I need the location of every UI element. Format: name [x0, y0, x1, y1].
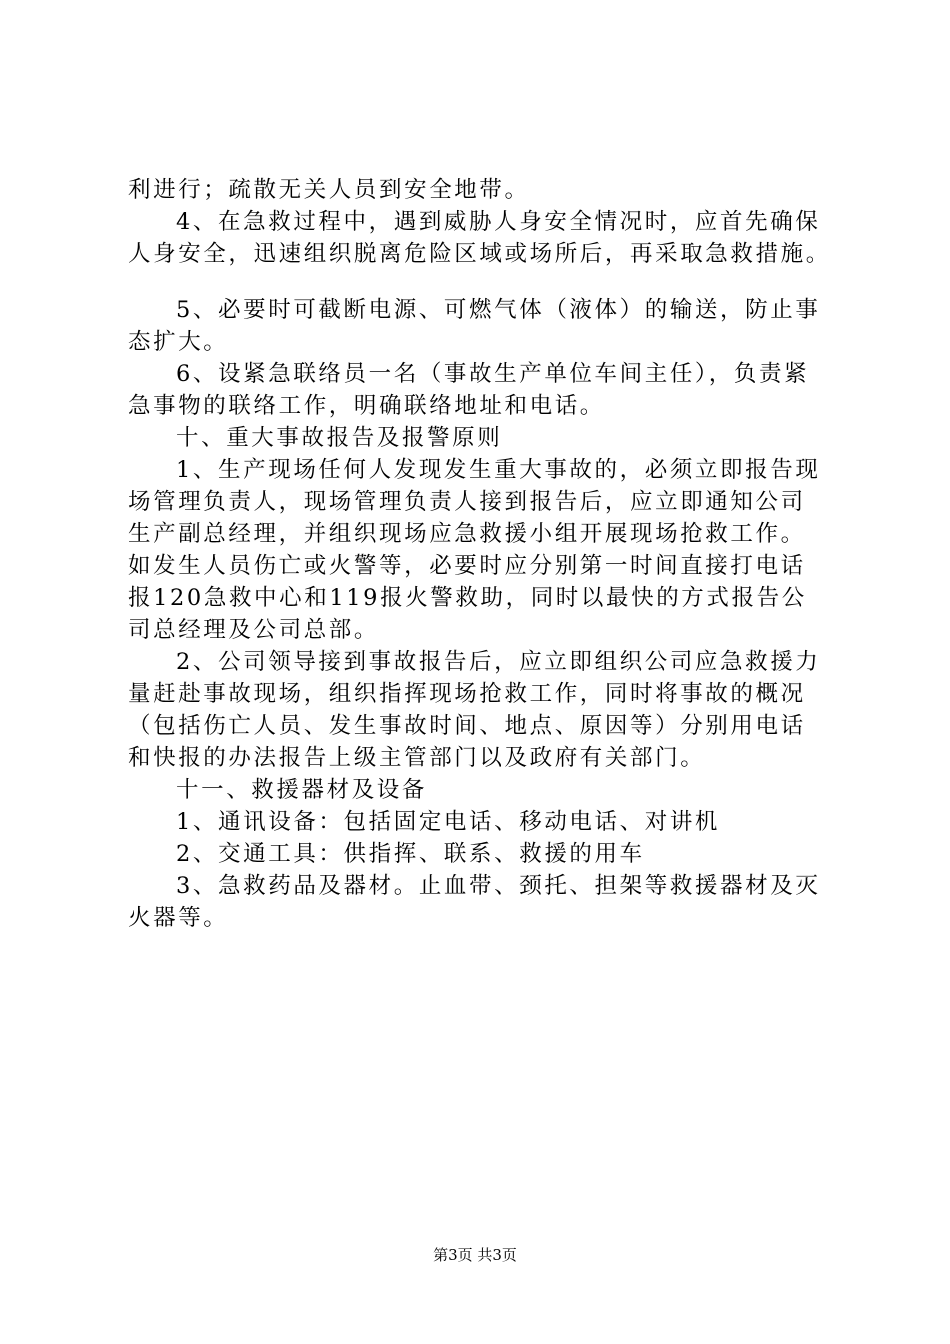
text-line-18: 和快报的办法报告上级主管部门以及政府有关部门。 [128, 745, 706, 771]
text-line-14: 司总经理及公司总部。 [128, 617, 380, 643]
text-line-6: 6、设紧急联络员一名（事故生产单位车间主任），负责紧 [176, 361, 810, 387]
text-line-1: 利进行；疏散无关人员到安全地带。 [128, 177, 530, 203]
text-line-12: 如发生人员伤亡或火警等，必要时应分别第一时间直接打电话 [128, 553, 806, 579]
text-line-7: 急事物的联络工作，明确联络地址和电话。 [128, 393, 605, 419]
text-line-13: 报120急救中心和119报火警救助，同时以最快的方式报告公 [128, 585, 807, 611]
text-line-2: 4、在急救过程中，遇到威胁人身安全情况时，应首先确保 [176, 209, 821, 235]
text-line-21: 2、交通工具：供指挥、联系、救援的用车 [176, 841, 645, 867]
text-line-3: 人身安全，迅速组织脱离危险区域或场所后，再采取急救措施。 [128, 241, 831, 267]
page-number-footer: 第3页 共3页 [433, 1246, 517, 1264]
text-line-15: 2、公司领导接到事故报告后，应立即组织公司应急救援力 [176, 649, 821, 675]
text-line-20: 1、通讯设备：包括固定电话、移动电话、对讲机 [176, 809, 721, 835]
text-line-22: 3、急救药品及器材。止血带、颈托、担架等救援器材及灭 [176, 873, 821, 899]
section-heading-10: 十、重大事故报告及报警原则 [176, 425, 503, 451]
text-line-17: （包括伤亡人员、发生事故时间、地点、原因等）分别用电话 [128, 713, 806, 739]
text-line-9: 1、生产现场任何人发现发生重大事故的，必须立即报告现 [176, 457, 821, 483]
section-heading-11: 十一、救援器材及设备 [176, 777, 428, 803]
text-line-16: 量赶赴事故现场，组织指挥现场抢救工作，同时将事故的概况 [128, 681, 806, 707]
text-line-5: 态扩大。 [128, 329, 229, 355]
text-line-11: 生产副总经理，并组织现场应急救援小组开展现场抢救工作。 [128, 521, 806, 547]
text-line-4: 5、必要时可截断电源、可燃气体（液体）的输送，防止事 [176, 297, 821, 323]
text-line-10: 场管理负责人，现场管理负责人接到报告后，应立即通知公司 [128, 489, 806, 515]
text-line-23: 火器等。 [128, 905, 229, 931]
